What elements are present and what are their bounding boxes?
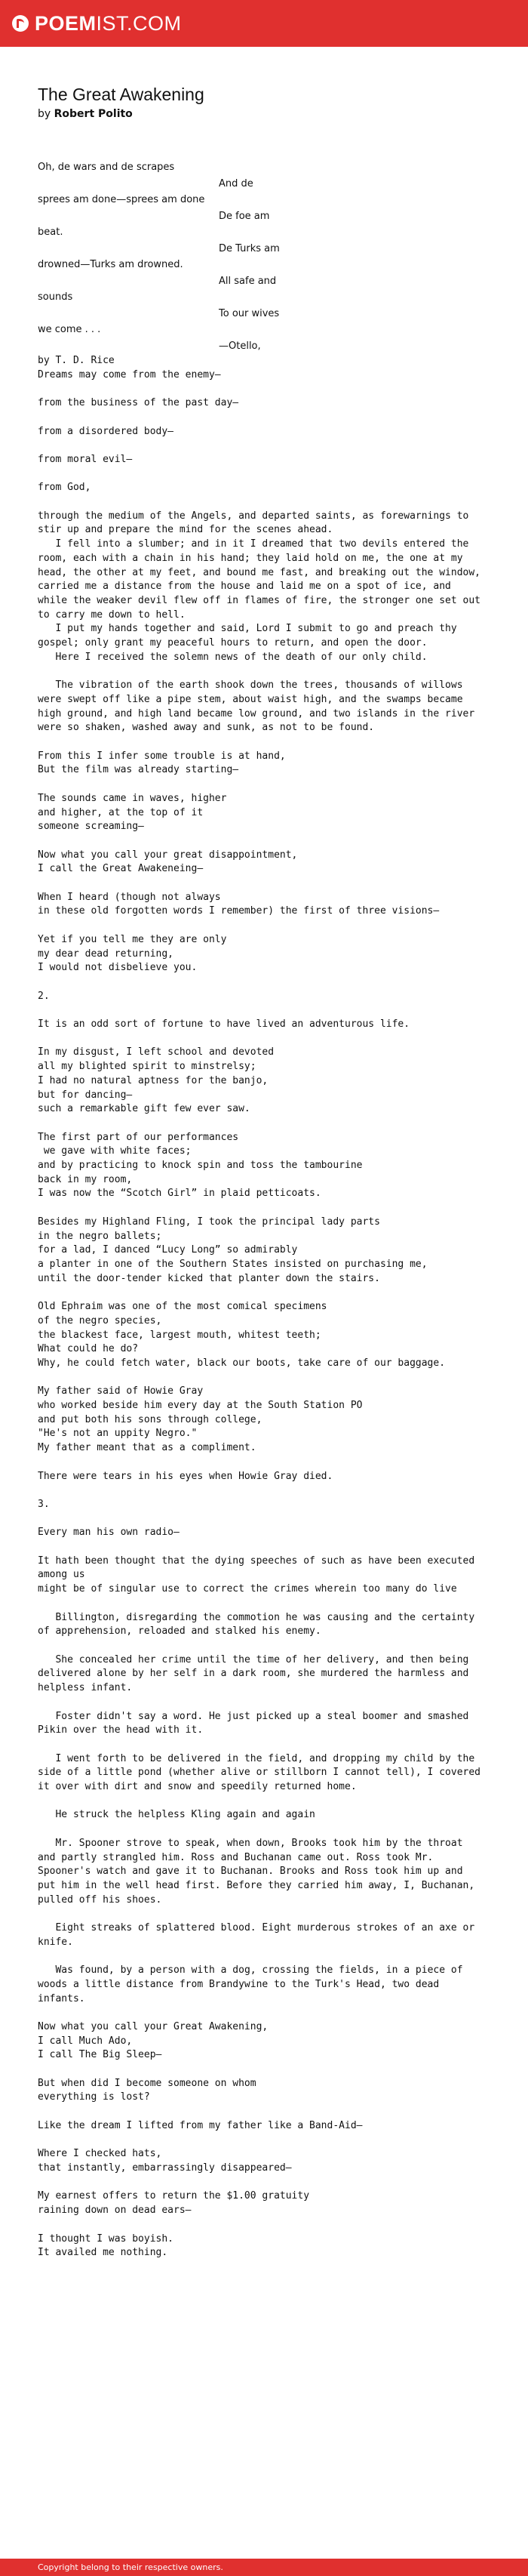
- poem-title: The Great Awakening: [38, 85, 204, 104]
- site-logo[interactable]: [12, 12, 182, 35]
- logo-icon: [12, 15, 29, 32]
- epigraph-line: beat.: [38, 226, 63, 238]
- epigraph-line: drowned—Turks am drowned.: [38, 259, 183, 270]
- byline: [38, 108, 490, 120]
- epigraph-line: sprees am done—sprees am done: [38, 194, 205, 205]
- logo-text-light: IST.COM: [96, 11, 182, 35]
- poem-article: [38, 85, 490, 2260]
- epigraph-line: De foe am: [219, 210, 270, 222]
- epigraph-line: To our wives: [219, 307, 280, 319]
- epigraph-line: Oh, de wars and de scrapes: [38, 162, 175, 173]
- poem-body: by T. D. Rice Dreams may come from the enemy— from the business of the past day— from a disordered body— from moral evil— from God, through the medium of the Angels, and departed saints, as forewarnings to stir up and prepare the mind for the scenes ahead. I fell into a slumber; and in it I dreamed that two devils entered the room, each with a chain in his hand; they laid hold on me, the one at my head, the other at my feet, and bound me fast, and breaking out the window, carried me a distance from the house and laid me on a spot of ice, and while the weaker devil flew off in flames of fire, the stronger one set out to carry me down to hell. I put my hands together and said, Lord I submit to go and preach thy gospel; only grant my peaceful hours to return, and open the door. Here I received the solemn news of the death of our only child. The vibration of the earth shook down the trees, thousands of willows were swept off like a pipe stem, about waist high, and the swamps became high ground, and high land became low ground, and two islands in the river were so shaken, washed away and sunk, as not to be found. From this I infer some trouble is at hand, But the film was already starting— The sounds came in waves, higher and higher, at the top of it someone screaming— Now what you call your great disappointment, I call the Great Awakeneing— When I heard (though not always in these old forgotten words I remember) the first of three visions— Yet if you tell me they are only my dear dead returning, I would not disbelieve you. 2. It is an odd sort of fortune to have lived an adventurous life. In my disgust, I left school and devoted all my blighted spirit to minstrelsy; I had no natural aptness for the banjo, but for dancing— such a remarkable gift few ever saw. The first part of our performances we gave with white faces; and by practicing to knock spin and toss the tambourine back in my room, I was now the “Scotch Girl” in plaid petticoats. Besides my Highland Fling, I took the principal lady parts in the negro ballets; for a lad, I danced “Lucy Long” so admirably a planter in one of the Southern States insisted on purchasing me, until the door-tender kicked that planter down the stairs. Old Ephraim was one of the most comical specimens of the negro species, the blackest face, largest mouth, whitest teeth; What could he do? Why, he could fetch water, black our boots, take care of our baggage. My father said of Howie Gray who worked beside him every day at the South Station PO and put both his sons through college, "He's not an uppity Negro." My father meant that as a compliment. There were tears in his eyes when Howie Gray died. 3. Every man his own radio— It hath been thought that the dying speeches of such as have been executed among us might be of singular use to correct the crimes wherein too many do live Billington, disregarding the commotion he was causing and the certainty of apprehension, reloaded and stalked his enemy. She concealed her crime until the time of her delivery, and then being delivered alone by her self in a dark room, she murdered the harmless and helpless infant. Foster didn't say a word. He just picked up a steal boomer and smashed Pikin over the head with it. I went forth to be delivered in the field, and dropping my child by the side of a little pond (whether alive or stillborn I cannot tell), I covered it over with dirt and snow and speedily returned home. He struck the helpless Kling again and again Mr. Spooner strove to speak, when down, Brooks took him by the throat and partly strangled him. Ross and Buchanan came out. Ross took Mr. Spooner's watch and gave it to Buchanan. Brooks and Ross took him up and put him in the well head first. Before they carried him away, I, Buchanan, pulled off his shoes. Eight streaks of splattered blood. Eight murderous strokes of an axe or knife. Was found, by a person with a dog, crossing the fields, in a piece of woods a little distance from Brandywine to the Turk's Head, two dead infants. Now what you call your Great Awakening, I call Much Ado, I call The Big Sleep— But when did I become someone on whom everything is lost? Like the dream I lifted from my father like a Band-Aid— Where I checked hats, that instantly, embarrassingly disappeared— My earnest offers to return the $1.00 gratuity raining down on dead ears— I thought I was boyish. It availed me nothing.: [38, 355, 480, 2259]
- epigraph-line: And de: [219, 177, 253, 190]
- site-header: [0, 0, 528, 47]
- copyright-notice: Copyright belong to their respective owners.: [38, 2562, 223, 2572]
- epigraph-line: All safe and: [219, 275, 277, 287]
- byline-prefix: by: [38, 108, 51, 120]
- epigraph-line: De Turks am: [219, 242, 280, 254]
- epigraph-line: sounds: [38, 291, 73, 303]
- epigraph-line: —Otello,: [219, 340, 261, 352]
- epigraph-line: we come . . .: [38, 324, 101, 335]
- logo-text-bold: POEM: [35, 11, 97, 35]
- site-footer: [0, 2559, 528, 2576]
- author-name[interactable]: Robert Polito: [54, 108, 133, 120]
- epigraph: [38, 159, 490, 354]
